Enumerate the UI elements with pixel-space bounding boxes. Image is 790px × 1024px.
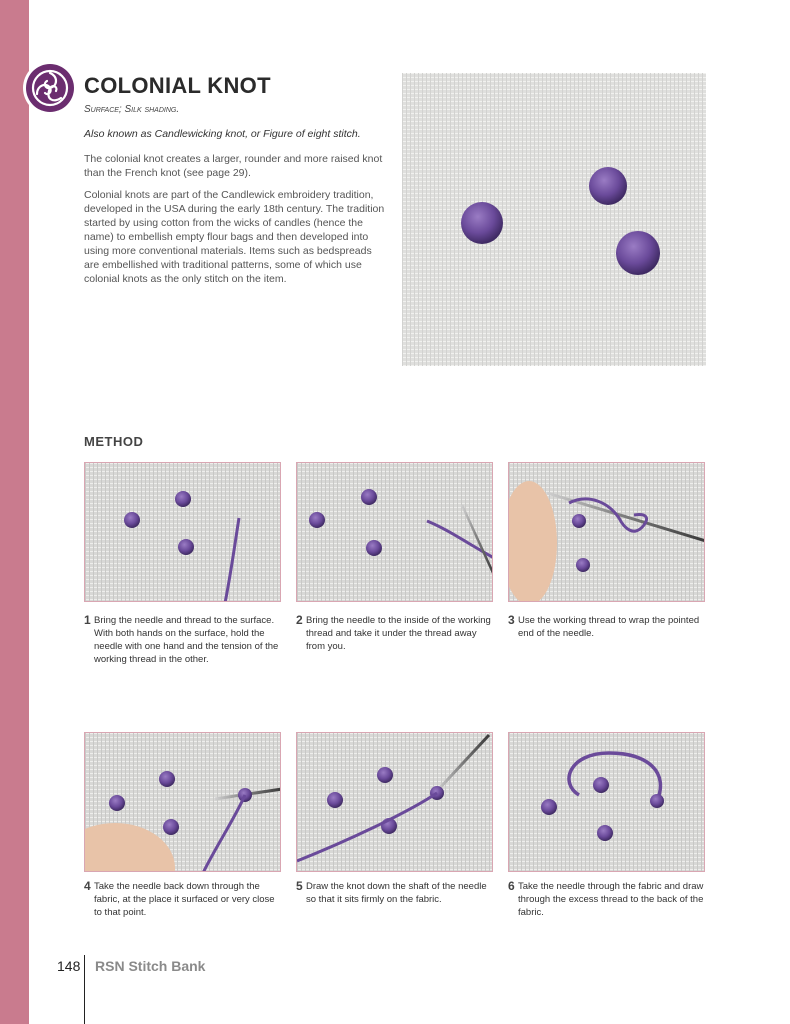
step-text: Bring the needle to the inside of the working thread and take it under the thread away from you. (306, 615, 491, 652)
step-text: Bring the needle and thread to the surface. With both hands on the surface, hold the needle with one hand and the tension of the working thread in the other. (94, 615, 279, 665)
step-number: 3 (508, 613, 515, 627)
method-heading: METHOD (84, 434, 144, 449)
step-number: 2 (296, 613, 303, 627)
step-5-photo (296, 732, 493, 872)
side-accent-strip (0, 0, 29, 1024)
step-3-photo (508, 462, 705, 602)
step-number: 5 (296, 879, 303, 893)
step-2-photo (296, 462, 493, 602)
stitch-category: Surface; Silk shading. (84, 104, 180, 115)
page-title: COLONIAL KNOT (84, 73, 271, 98)
knot (461, 202, 503, 244)
book-title: RSN Stitch Bank (95, 958, 206, 974)
footer-divider (84, 955, 85, 1024)
page-number: 148 (57, 958, 81, 974)
hero-photo (402, 73, 706, 366)
knot (589, 167, 627, 205)
intro-paragraph-2: Colonial knots are part of the Candlewick embroidery tradition, developed in the USA during the early 18th century. The tradition started by using cotton from the wicks of candles (hence the name) to embellish empty flour bags and then developed into using more conventional materials. Items such as bedspreads are embellished with traditional patterns, some of which use colonial knots as the only stitch on the item. (84, 189, 385, 285)
knot (616, 231, 660, 275)
swirl-logo-icon (23, 61, 77, 115)
step-text: Take the needle back down through the fabric, at the place it surfaced or very close to that point. (94, 881, 275, 918)
step-text: Take the needle through the fabric and draw through the excess thread to the back of the fabric. (518, 881, 704, 918)
step-4-photo (84, 732, 281, 872)
step-text: Draw the knot down the shaft of the needle so that it sits firmly on the fabric. (306, 881, 487, 905)
also-known-as: Also known as Candlewicking knot, or Figure of eight stitch. (84, 128, 361, 140)
step-number: 1 (84, 613, 91, 627)
step-number: 4 (84, 879, 91, 893)
step-number: 6 (508, 879, 515, 893)
intro-paragraph-1: The colonial knot creates a larger, rounder and more raised knot than the French knot (see page 29). (84, 153, 383, 179)
step-6-photo (508, 732, 705, 872)
step-text: Use the working thread to wrap the pointed end of the needle. (518, 615, 700, 639)
step-1-photo (84, 462, 281, 602)
